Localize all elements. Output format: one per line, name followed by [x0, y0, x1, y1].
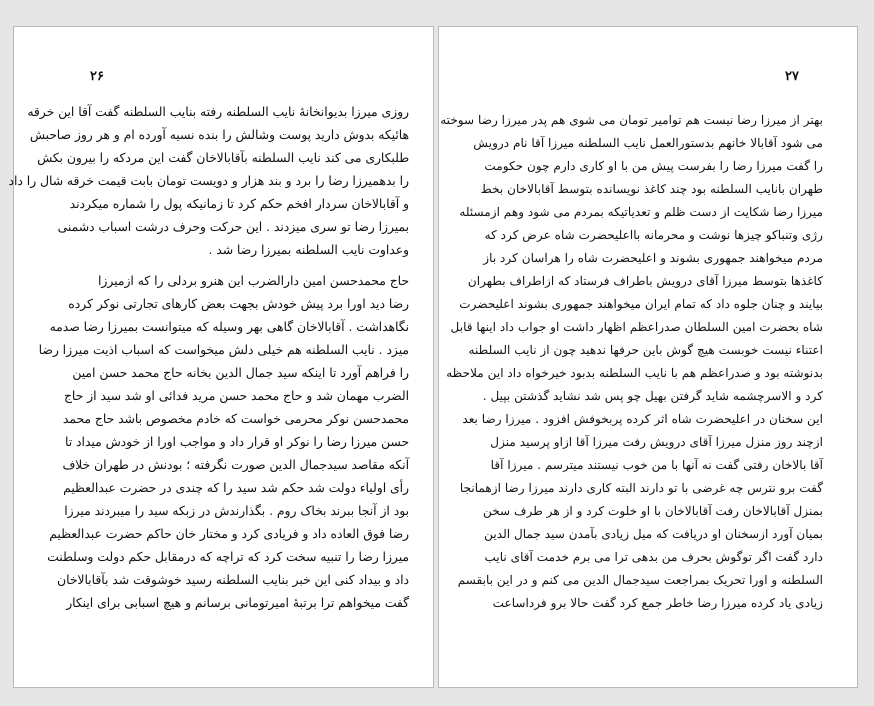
text-line: هائیکه بدوش دارید پوست وشالش را بنده نسیه آورده ام و هر روز صاحبش	[29, 128, 409, 142]
text-line: بمیرزا رضا تو سری میزدند . این حرکت وحرف درشت اسباب دشمنی	[57, 220, 409, 234]
text-line: میرزا رضا شکایت از دست ظلم و تعدیاتیکه بمردم می شود وهم ازمسئله	[459, 205, 823, 219]
text-line: رژی وتنباکو چیزها نوشت و محرمانه بااعلیحضرت شاه عرض کرد که	[484, 228, 823, 242]
text-line: میزد . نایب السلطنه هم خیلی دلش میخواست که اسباب اذیت میرزا رضا	[38, 343, 409, 357]
text-line: و آقابالاخان سردار افخم حکم کرد تا زمانیکه پول را شماره میکردند	[69, 197, 409, 211]
text-line: این سخنان در اعلیحضرت شاه اثر کرده پربخوفش افزود . میرزا رضا بعد	[462, 412, 823, 426]
text-line: الضرب مهمان شد و حاج محمد حسن مرید فدائی او شد سید از حاج	[63, 389, 409, 403]
text-line: اعتناء نیست خوبست هیچ گوش باین حرفها ندهید چون از نایب السلطنه	[468, 343, 823, 357]
text-line: رضا فوق العاده داد و فریادی کرد و مختار خان حاکم حضرت عبدالعظیم	[49, 527, 409, 541]
text-line: داد و بیداد کنی این خبر بنایب السلطنه رسید خوشوقت شد بآقابالاخان	[57, 573, 409, 587]
paragraph-gap	[66, 262, 409, 270]
text-line: شاه بحضرت امین السلطان صدراعظم اظهار داشت او جواب داد اینها قابل	[450, 320, 823, 334]
text-line: بدنوشته بود و صدراعظم هم با نایب السلطنه بدبود خیرخواه داد این ملاحظه	[446, 366, 823, 380]
text-line: بود از آنجا ببرند بخاک روم . بگذارندش در زبکه سید را میبردند میرزا	[64, 504, 409, 518]
text-line: آقا بالاخان رفتی گفت نه آنها با من خوب نیستند میترسم . میرزا آقا	[490, 458, 823, 472]
text-line: نگاهداشت . آقابالاخان گاهی بهر وسیله که میتوانست بمیرزا رضا صدمه	[49, 320, 409, 334]
right-page-text	[440, 109, 823, 615]
paragraph	[8, 101, 409, 262]
text-line: بمیان آورد ازسخنان او دریافت که میل زیادی بآمدن سید جمال الدین	[484, 527, 823, 541]
paragraph	[38, 270, 409, 615]
text-line: طهران بانایب السلطنه بود چند کاغذ نویسانده بتوسط آقابالاخان بخط	[480, 182, 823, 196]
left-page	[8, 26, 434, 688]
text-line: السلطنه و اورا تحریک بمراجعت سیدجمال الدین می کنم و در این بابقسم	[457, 573, 823, 587]
text-line: وعداوت نایب السلطنه بمیرزا رضا شد .	[208, 243, 409, 257]
text-line: آنکه مقاصد سیدجمال الدین صورت نگرفته ؛ بودنش در طهران خلاف	[62, 458, 409, 472]
text-line: بهتر از میرزا رضا نیست هم توامیر تومان می شوی هم پدر میرزا رضا سوخته	[440, 113, 823, 127]
text-line: کرد و الاسرچشمه شاید گرفتن بهیل چو پس شد نشاید گذشتن بپیل .	[482, 389, 823, 403]
text-line: رضا دید اورا برد پیش خودش بجهت بعض کارهای تجارتی نوکر کرده	[68, 297, 409, 311]
page-number-left: ۲۶	[90, 69, 104, 84]
right-page	[438, 26, 858, 688]
text-line: میرزا رضا را تنبیه سخت کرد که تراچه که درمقابل حکم دولت وسلطنت	[47, 550, 409, 564]
text-line: حسن میرزا رضا را نوکر او قرار داد و مواجب اورا از خودش میداد تا	[64, 435, 409, 449]
text-line: ازچند روز منزل میرزا آقای درویش رفت میرزا آقا ازاو پرسید منزل	[490, 435, 823, 449]
text-line: بیایند و چنان جلوه داد که تمام ایران میخواهند جمهوری بشوند اعلیحضرت	[459, 297, 823, 311]
text-line: را فراهم آورد تا اینکه سید جمال الدین بخانه حاج محمد حسن امین	[72, 366, 409, 380]
text-line: بمنزل آقابالاخان رفت آقابالاخان با او خلوت کرد و از هر طرف سخن	[483, 504, 823, 518]
text-line: حاج محمدحسن امین دارالضرب این هنرو بردلی را که ازمیرزا	[98, 274, 409, 288]
text-line: گفت میخواهم ترا برتبهٔ امیرتومانی برسانم و هیچ اسبابی برای اینکار	[66, 596, 409, 610]
text-line: روزی میرزا بدیوانخانهٔ نایب السلطنه رفته بنایب السلطنه گفت آقا این خرقه	[27, 105, 409, 119]
paragraph	[440, 109, 823, 615]
text-line: مردم میخواهند جمهوری بشوند و اعلیحضرت شاه را هراسان کرد باز	[483, 251, 823, 265]
text-line: کاغذها بتوسط میرزا آقای درویش باطراف فرستاد که ازاطراف بطهران	[467, 274, 823, 288]
page-number-right: ۲۷	[785, 69, 799, 84]
text-line: محمدحسن نوکر محرمی خواست که خادم مخصوص باشد حاج محمد	[62, 412, 409, 426]
text-line: را بدهمیرزا رضا را برد و بند هزار و دویست تومان بابت قیمت خرقه شال را داد	[8, 174, 409, 188]
text-line: رأی اولیاء دولت شد حکم شد سید را که چندی در حضرت عبدالعظیم	[63, 481, 409, 495]
text-line: گفت برو نترس چه غرضی با تو دارند البته کاری دارند میرزا رضا ازهمانجا	[459, 481, 823, 495]
text-line: زیادی یاد کرده میرزا رضا خاطر جمع کرد گفت حالا برو فرداساعت	[492, 596, 823, 610]
text-line: دارد گفت اگر توگوش بحرف من بدهی ترا می برم خدمت آقای نایب	[484, 550, 823, 564]
text-line: طلبکاری می کند نایب السلطنه بآقابالاخان گفت این مردکه را بیرون بکش	[37, 151, 409, 165]
text-line: می شود آقابالا خانهم بدستورالعمل نایب السلطنه میرزا آقا نام درویش	[473, 136, 823, 150]
left-page-text	[8, 101, 409, 615]
text-line: را گفت میرزا رضا را بفرست پیش من با او کاری دارم چون حکومت	[484, 159, 823, 173]
